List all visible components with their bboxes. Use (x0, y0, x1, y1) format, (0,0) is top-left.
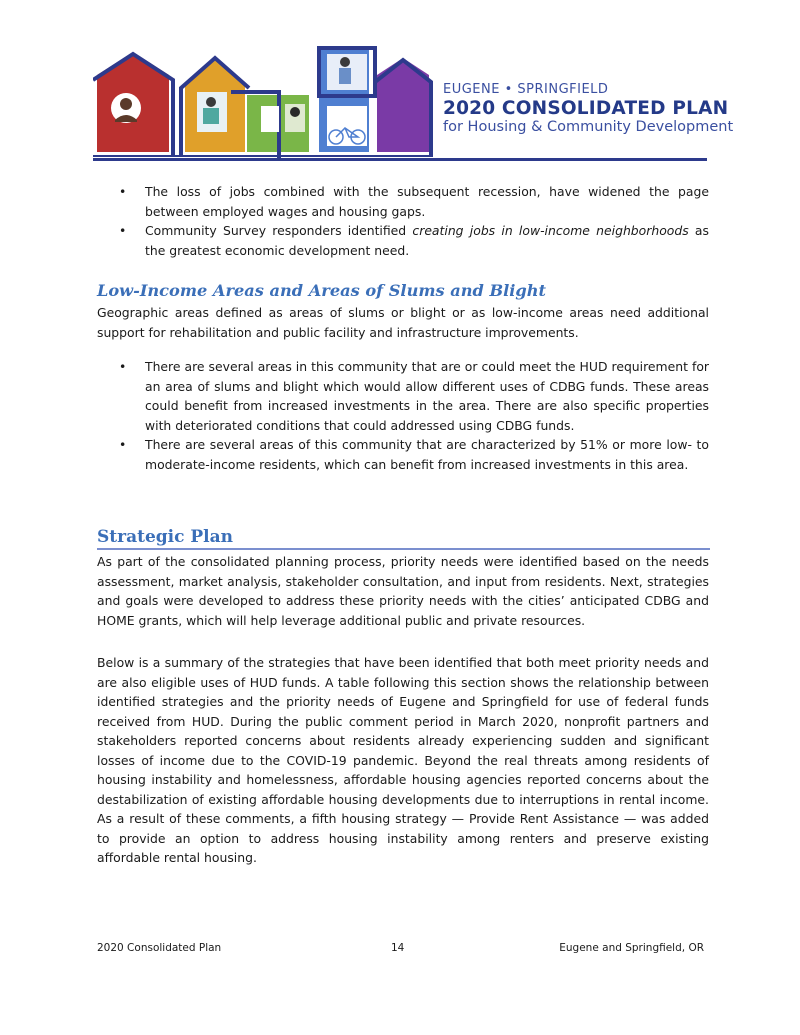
list-item: • The loss of jobs combined with the subsequent recession, have widened the page between employed wages and housing gaps. (119, 184, 709, 219)
footer-location: Eugene and Springfield, OR (559, 942, 704, 954)
section-heading-strategic-plan: Strategic Plan (97, 527, 233, 547)
bullet-icon: • (119, 223, 127, 238)
header-divider (93, 158, 707, 161)
list-item: • Community Survey responders identified creating jobs in low-income neighborhoods as the greatest economic development need. (119, 223, 709, 258)
low-income-paragraph: Geographic areas defined as areas of slums or blight or as low-income areas need additional support for rehabilitation and public facility and infrastructure improvements. (97, 305, 709, 340)
strategic-plan-divider (97, 548, 710, 550)
bullet-icon: • (119, 359, 127, 374)
strategic-plan-paragraph-2: Below is a summary of the strategies that have been identified that both meet priority needs and are also eligible uses of HUD funds. A table following this section shows the relationship between identified strategies and the priority needs of Eugene and Springfield for use of federal funds received from HUD. During the public comment period in March 2020, nonprofit partners and stakeholders reported concerns about residents already experiencing sudden and significant losses of income due to the COVID-19 pandemic. Beyond the real threats among residents of housing instability and homelessness, affordable housing agencies reported concerns about the destabilization of existing affordable housing developments due to interruptions in rental income. As a result of these comments, a fifth housing strategy — Provide Rent Assistance — was added to provide an option to address housing instability among renters and preserve existing affordable rental housing. (97, 655, 709, 865)
brand-block (443, 82, 733, 135)
low-income-bullet-list (97, 357, 709, 474)
footer-page-number: 14 (391, 942, 405, 954)
bullet-icon: • (119, 437, 127, 452)
bullet-icon: • (119, 184, 127, 199)
list-item: • There are several areas of this community that are characterized by 51% or more low- to moderate-income residents, which can benefit from increased investments in this area. (119, 437, 709, 472)
header-illustration (93, 40, 433, 160)
section-heading-low-income: Low-Income Areas and Areas of Slums and Blight (97, 281, 546, 300)
strategic-plan-paragraph-1: As part of the consolidated planning process, priority needs were identified based on the needs assessment, market analysis, stakeholder consultation, and input from residents. Next, strategies and goals were developed to address these priority needs with the cities’ anticipated CDBG and HOME grants, which will help leverage additional public and private resources. (97, 554, 709, 628)
brand-subtitle: for Housing & Community Development (443, 119, 734, 135)
brand-cities: EUGENE • SPRINGFIELD (443, 82, 609, 97)
footer-document-title: 2020 Consolidated Plan (97, 942, 222, 954)
list-item: • There are several areas in this community that are or could meet the HUD requirement for an area of slums and blight which would allow different uses of CDBG funds. These areas could benefit from increased investments in the area. There are also specific properties with deteriorated conditions that could addressed using CDBG funds. (119, 359, 709, 433)
brand-plan-title: 2020 CONSOLIDATED PLAN (443, 98, 729, 119)
intro-bullet-list (97, 182, 709, 260)
